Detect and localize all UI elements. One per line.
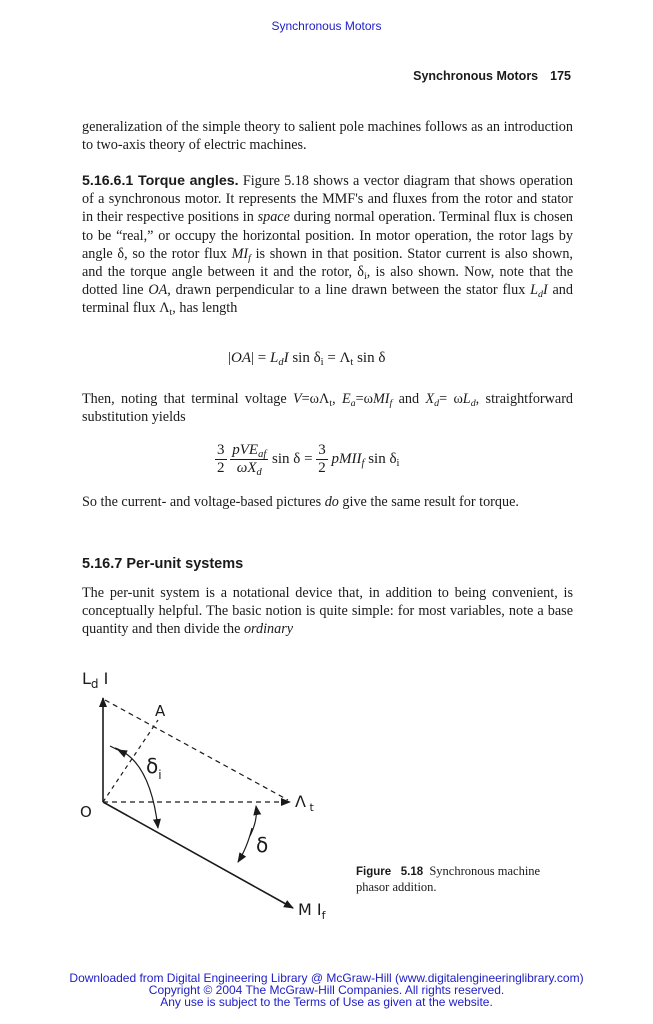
then-text-2: and [392,391,426,407]
folio-section-label: Synchronous Motors [413,69,539,83]
figure-caption [356,864,556,895]
label-origin: O [80,803,92,821]
footer-copyright-line: Copyright © 2004 The McGraw-Hill Companies. All rights reserved. [148,983,505,997]
page-folio [413,69,571,83]
delta-arc-lower [238,828,252,862]
flux-connecting-line [105,700,288,800]
torque-text-1: Figure 5.18 shows a vector diagram that shows operation of a synchronous motor. It represents the MMF's and fluxes from the rotor and stator in their respective positions in [82,173,574,226]
section-heading: 5.16.7 Per-unit systems [82,556,244,572]
label-mif: M $I_f$ [298,900,326,922]
torque-text-3: is shown in that position. Stator current is also shown, and the torque angle between it and the rotor, δ [82,245,573,281]
caption-text: Synchronous machine phasor addition. [356,864,541,894]
then-text-3: straightforward substitution yields [82,391,574,426]
label-ldi: $L_d$ I [82,669,109,691]
perunit-paragraph [82,584,573,639]
torque-text-4: is also shown. Now, note that the dotted line [82,264,573,299]
so-paragraph [82,493,573,511]
equation-oa-length: $|OA| = L_dI$ $\sin \delta_i = \Lambda_t$ sin δ [228,350,386,368]
torque-angles-paragraph: 5.16.6.1 Torque angles. Figure 5.18 shows a vector diagram that shows operation of a synchronous motor. It represents the MMF's and fluxes from the rotor and stator in their respective positions in space during normal operation. Terminal flux is chosen to be “real,” or occupy the horizontal position. In motor operation, the rotor lags by angle δ, so the rotor flux $MI_f$ is shown in that position. Stator current is also shown, and the torque angle between it and the rotor, $\delta_i$, is also shown. Now, note that the dotted line OA, drawn perpendicular to a line drawn between the stator flux $L_dI$ and terminal flux $\Lambda_t$, has length [82,173,574,319]
subsection-heading: 5.16.6.1 Torque angles. [82,173,239,189]
running-head: Synchronous Motors [271,19,382,33]
torque-text-6: and terminal flux Λ [82,282,573,317]
perunit-text-ordinary: ordinary [243,621,294,638]
label-lambda-t: Λ $_t$ [295,792,314,814]
then-paragraph: Then, noting that terminal voltage $V=\omega\Lambda_t$, $E_a=\omega MI_f$ and $X_d= \omega L_d$, straightforward substitution yields [82,391,574,426]
page-number: 175 [550,69,571,83]
footer-terms-line[interactable]: Any use is subject to the Terms of Use as given at the website. [160,995,493,1009]
torque-text-space: space [257,209,290,226]
so-text-do: do [324,494,339,510]
so-text-1: So the current- and voltage-based pictures [82,494,325,510]
equation-torque: $\frac{3}{2}$ $\frac{pVE_{af}}{\omega X_d}$ sin δ = $\frac{3}{2}$ pMII$_f$ $\sin \delta_i$ [217,442,400,478]
perunit-text-1: The per-unit system is a notational device that, in addition to being convenient, is conceptually helpful. The basic notion is quite simple: for most variables, note a base quantity and then divide the [82,585,573,638]
footer-download-line[interactable]: Downloaded from Digital Engineering Library @ McGraw-Hill (www.digitalengineeringlibrary.com) [69,971,584,985]
label-delta-i: $\delta_i$ [146,754,162,782]
caption-label: Figure 5.18 [356,866,424,878]
torque-text-7: , has length [172,300,238,317]
torque-text-2: during normal operation. Terminal flux is chosen to be “real,” or occupy the horizontal position. In motor operation, the rotor lags by angle δ, so the rotor flux [82,209,573,262]
intro-paragraph: generalization of the simple theory to salient pole machines follows as an introduction to two-axis theory of electric machines. [82,119,573,154]
then-text-1: Then, noting that terminal voltage [82,391,293,407]
label-point-a: A [155,702,166,720]
so-text-2: give the same result for torque. [338,494,519,510]
label-delta: δ [256,833,269,857]
torque-text-5: drawn perpendicular to a line drawn between the stator flux [170,282,531,299]
delta-i-arc-start [110,746,118,750]
